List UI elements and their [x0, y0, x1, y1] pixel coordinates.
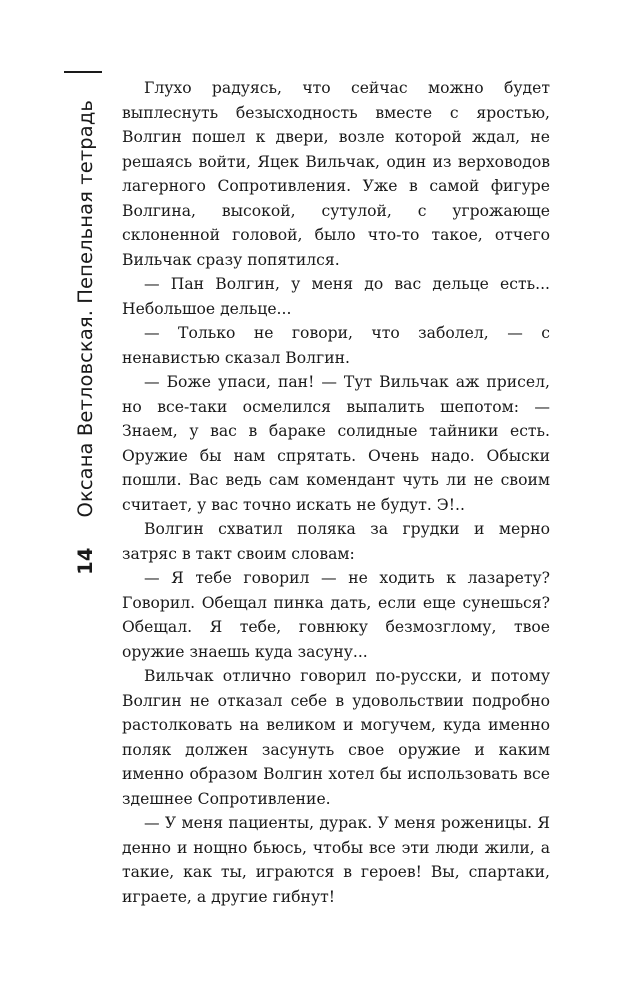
paragraph: — Я тебе говорил — не ходить к лазарету? Говорил. Обещал пинка дать, если еще сунешься? Обещал. Я тебе, говнюку безмозглому, твое оружие знаешь куда засуну...: [122, 569, 550, 661]
running-head-title: Оксана Ветловская. Пепельная тетрадь: [74, 100, 97, 518]
paragraph: — Пан Волгин, у меня до вас дельце есть... Небольшое дельце...: [122, 275, 550, 318]
paragraph: Глухо радуясь, что сейчас можно будет выплеснуть безысходность вместе с яростью, Волгин пошел к двери, возле которой ждал, не решаясь войти, Яцек Вильчак, один из верховодов лагерного Сопротивления. Уже в самой фигуре Волгина, высокой, сутулой, с угрожающе склоненной головой, было что-то такое, отчего Вильчак сразу попятился.: [122, 79, 550, 269]
paragraph: — Боже упаси, пан! — Тут Вильчак аж присел, но все-таки осмелился выпалить шепотом: — Знаем, у вас в бараке солидные тайники есть. Оружие бы нам спрятать. Очень надо. Обыски пошли. Вас ведь сам комендант чуть ли не своим считает, у вас точно искать не будут. Э!..: [122, 373, 550, 514]
paragraph: — Только не говори, что заболел, — с ненавистью сказал Волгин.: [122, 324, 550, 367]
page-number: 14: [74, 547, 97, 575]
body-text: [122, 76, 550, 909]
paragraph: Волгин схватил поляка за грудки и мерно затряс в такт своим словам:: [122, 520, 550, 563]
paragraph: Вильчак отлично говорил по-русски, и потому Волгин не отказал себе в удовольствии подробно растолковать на великом и могучем, куда именно поляк должен засунуть свое оружие и каким именно образом Волгин хотел бы использовать все здешнее Сопротивление.: [122, 667, 550, 808]
header-rule: [64, 71, 102, 73]
paragraph: — У меня пациенты, дурак. У меня роженицы. Я денно и нощно бьюсь, чтобы все эти люди жили, а такие, как ты, играются в героев! Вы, спартаки, играете, а другие гибнут!: [122, 814, 550, 906]
